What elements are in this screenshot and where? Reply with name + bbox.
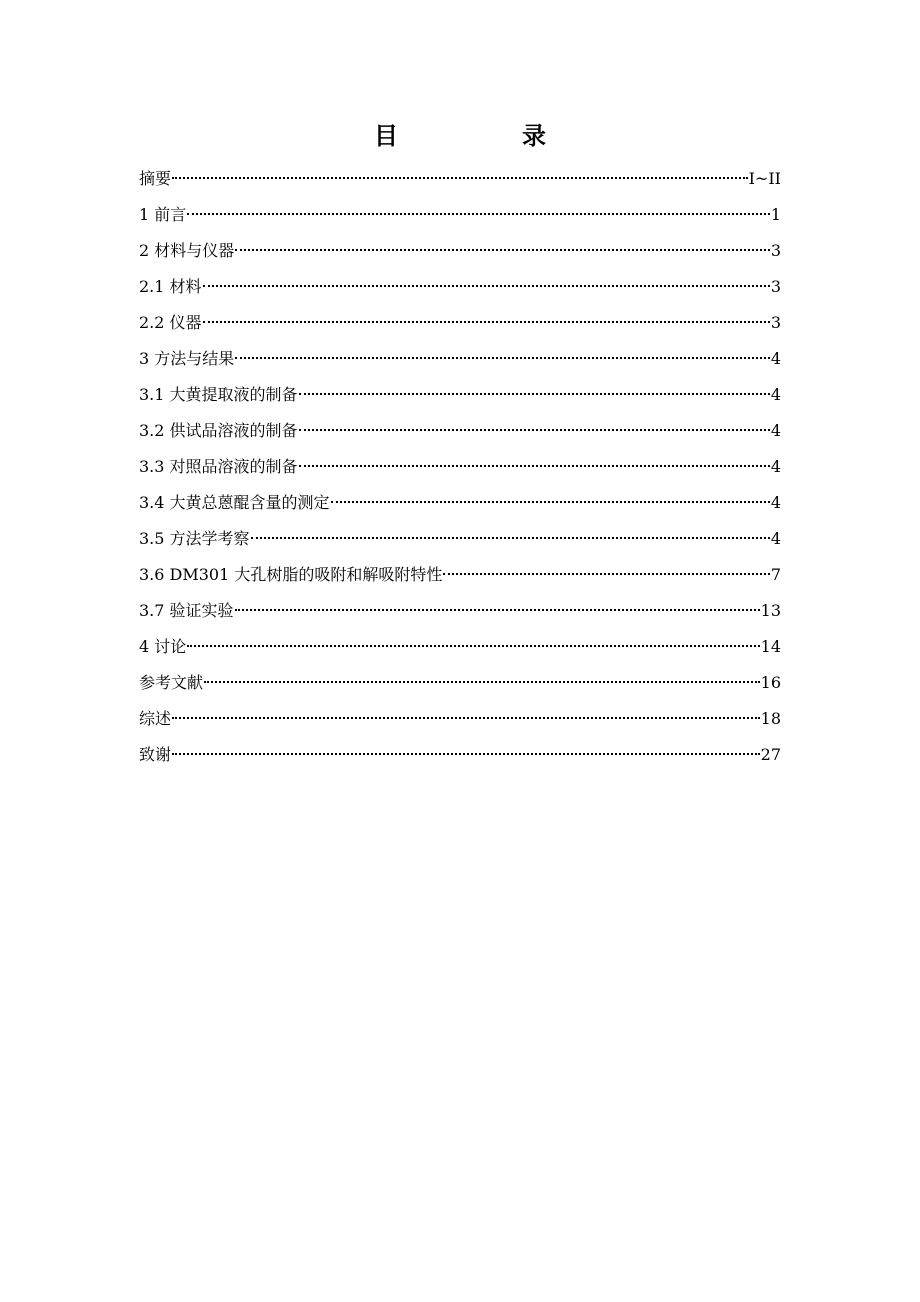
toc-entry[interactable] xyxy=(139,704,781,740)
toc-entry-label: 3.1 大黄提取液的制备 xyxy=(139,385,298,404)
dot-leader xyxy=(172,753,760,755)
toc-entry[interactable] xyxy=(139,200,781,236)
toc-entry-page: 1 xyxy=(770,205,781,224)
dot-leader xyxy=(443,573,769,575)
toc-entry-page: 13 xyxy=(760,601,781,620)
dot-leader xyxy=(204,681,760,683)
toc-entry-page: 18 xyxy=(760,709,781,728)
toc-entry-page: 3 xyxy=(770,313,781,332)
toc-entry-label: 2.1 材料 xyxy=(139,277,202,296)
toc-entry-label: 摘要 xyxy=(139,169,172,188)
dot-leader xyxy=(299,465,770,467)
toc-entry-page: 4 xyxy=(770,385,781,404)
toc-entry-label: 2.2 仪器 xyxy=(139,313,202,332)
dot-leader xyxy=(172,177,748,179)
toc-entry-page: 27 xyxy=(760,745,781,764)
dot-leader xyxy=(299,429,770,431)
dot-leader xyxy=(187,213,770,215)
toc-entry-page: 7 xyxy=(770,565,781,584)
toc-entry-label: 3.2 供试品溶液的制备 xyxy=(139,421,298,440)
toc-entry-page: 14 xyxy=(760,637,781,656)
toc-entry[interactable] xyxy=(139,560,781,596)
toc-entry-label: 3.7 验证实验 xyxy=(139,601,234,620)
toc-entry-page: 4 xyxy=(770,457,781,476)
toc-entry[interactable] xyxy=(139,164,781,200)
toc-entry-label: 4 讨论 xyxy=(139,637,187,656)
toc-entry[interactable] xyxy=(139,416,781,452)
toc-entry[interactable] xyxy=(139,344,781,380)
dot-leader xyxy=(172,717,760,719)
toc-entry-page: I~II xyxy=(748,169,781,188)
toc-entry-label: 综述 xyxy=(139,709,172,728)
dot-leader xyxy=(235,249,770,251)
toc-entry-label: 3.3 对照品溶液的制备 xyxy=(139,457,298,476)
toc-entry-page: 16 xyxy=(760,673,781,692)
toc-entry[interactable] xyxy=(139,596,781,632)
toc-entry[interactable] xyxy=(139,668,781,704)
table-of-contents xyxy=(139,164,781,776)
toc-entry[interactable] xyxy=(139,740,781,776)
toc-entry-page: 4 xyxy=(770,493,781,512)
dot-leader xyxy=(299,393,770,395)
toc-entry[interactable] xyxy=(139,488,781,524)
toc-entry[interactable] xyxy=(139,308,781,344)
toc-entry-page: 3 xyxy=(770,241,781,260)
dot-leader xyxy=(203,321,770,323)
toc-entry-label: 3 方法与结果 xyxy=(139,349,235,368)
dot-leader xyxy=(235,357,770,359)
toc-entry-label: 致谢 xyxy=(139,745,172,764)
toc-entry[interactable] xyxy=(139,524,781,560)
dot-leader xyxy=(331,501,770,503)
dot-leader xyxy=(203,285,770,287)
toc-entry-label: 3.6 DM301 大孔树脂的吸附和解吸附特性 xyxy=(139,565,443,584)
dot-leader xyxy=(235,609,760,611)
toc-entry-label: 参考文献 xyxy=(139,673,204,692)
toc-entry-label: 3.5 方法学考察 xyxy=(139,529,250,548)
dot-leader xyxy=(187,645,759,647)
toc-entry-page: 4 xyxy=(770,421,781,440)
toc-entry-label: 2 材料与仪器 xyxy=(139,241,235,260)
page-title: 目 录 xyxy=(374,122,596,150)
toc-entry[interactable] xyxy=(139,452,781,488)
toc-entry-label: 1 前言 xyxy=(139,205,187,224)
toc-entry-page: 3 xyxy=(770,277,781,296)
toc-entry[interactable] xyxy=(139,272,781,308)
toc-entry[interactable] xyxy=(139,632,781,668)
toc-entry-label: 3.4 大黄总蒽醌含量的测定 xyxy=(139,493,330,512)
dot-leader xyxy=(251,537,770,539)
toc-entry[interactable] xyxy=(139,380,781,416)
toc-entry-page: 4 xyxy=(770,349,781,368)
toc-entry[interactable] xyxy=(139,236,781,272)
toc-entry-page: 4 xyxy=(770,529,781,548)
